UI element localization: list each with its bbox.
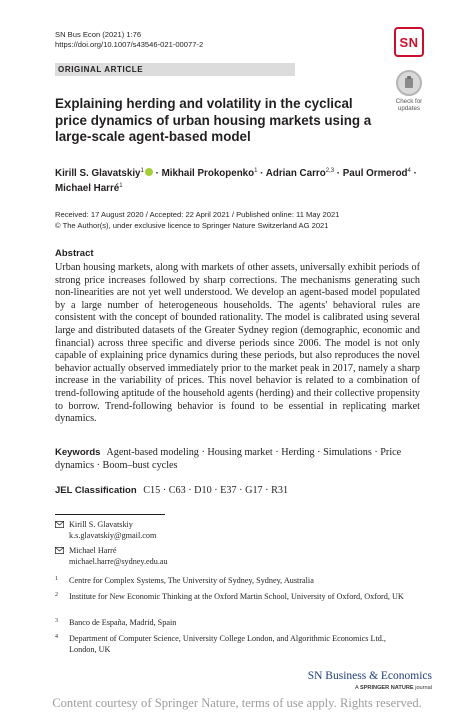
affiliation-text: Department of Computer Science, University College London, and Algorithmic Economics Ltd., London, UK [69, 634, 386, 654]
affiliation-number: 1 [55, 576, 58, 582]
contact-email[interactable]: k.s.glavatskiy@gmail.com [69, 530, 157, 540]
check-for-updates-button[interactable] [386, 70, 432, 112]
keywords-text: Agent-based modeling · Housing market · Herding · Simulations · Price dynamics · Boom–bust cycles [55, 447, 402, 471]
jel-codes: C15 · C63 · D10 · E37 · G17 · R31 [143, 485, 289, 496]
footnote-divider [55, 514, 165, 515]
courtesy-notice: Content courtesy of Springer Nature, terms of use apply. Rights reserved. [52, 696, 422, 710]
author-affil-sup: 2,3 [325, 168, 335, 174]
contact-name: Kirill S. Glavatskiy [69, 520, 133, 529]
affiliation-text: Institute for New Economic Thinking at the Oxford Martin School, University of Oxford, Oxford, UK [69, 592, 404, 601]
envelope-icon [55, 547, 64, 554]
contact-email[interactable]: michael.harre@sydney.edu.au [69, 556, 168, 566]
affiliation-number: 2 [55, 592, 58, 598]
journal-volume: SN Bus Econ (2021) 1:76 [55, 30, 142, 39]
publisher-line [355, 685, 432, 691]
affiliation-text: Banco de España, Madrid, Spain [69, 618, 177, 627]
sn-logo-text: SN [399, 34, 419, 50]
doi-link[interactable]: https://doi.org/10.1007/s43546-021-00077-2 [55, 40, 204, 49]
contact-name: Michael Harré [69, 546, 117, 555]
publisher-name: SPRINGER NATURE [359, 685, 414, 691]
author-name[interactable]: Michael Harré [55, 183, 120, 194]
article-type: ORIGINAL ARTICLE [58, 65, 144, 74]
keywords-label: Keywords [55, 447, 101, 458]
author-name[interactable]: Kirill S. Glavatskiy [55, 168, 141, 179]
author-affil-sup: 1 [254, 168, 258, 174]
check-updates-icon [396, 70, 422, 96]
contact-entry [55, 520, 355, 541]
affiliation [55, 576, 405, 587]
affiliation-number: 4 [55, 634, 58, 640]
check-updates-line2: updates [397, 105, 421, 112]
keywords-section [55, 447, 420, 472]
author-affil-sup: 4 [407, 168, 411, 174]
author-list: Kirill S. Glavatskiy$^1$ · Mikhail Prokopenko$^1$ · Adrian Carro$^{2,3}$ · Paul Ormerod$^4$ · Michael Harré$^1$ [55, 168, 417, 194]
author-name[interactable]: Adrian Carro [265, 168, 326, 179]
author-affil-sup: 1 [140, 168, 144, 174]
affiliation [55, 634, 405, 655]
check-updates-line1: Check for [395, 98, 423, 105]
envelope-icon [55, 521, 64, 528]
affiliation-text: Centre for Complex Systems, The University of Sydney, Sydney, Australia [69, 576, 314, 585]
author-name[interactable]: Mikhail Prokopenko [161, 168, 255, 179]
contact-entry [55, 546, 355, 567]
orcid-icon[interactable] [145, 168, 153, 176]
copyright-line: © The Author(s), under exclusive licence to Springer Nature Switzerland AG 2021 [55, 220, 329, 230]
abstract-heading: Abstract [55, 248, 94, 259]
sn-logo [394, 27, 424, 57]
affiliation-number: 3 [55, 618, 58, 624]
journal-name: SN Business & Economics [307, 670, 432, 682]
jel-label: JEL Classification [55, 485, 137, 496]
abstract-body: Urban housing markets, along with markets of other assets, universally exhibit periods of strong price increases followed by sharp corrections. The mechanisms generating such non-linearities are not yet well understood. We develop an agent-based model populated by a large number of heterogeneous households. The agents' behavioral rules are consistent with the concept of bounded rationality. The model is calibrated using several large and distributed datasets of the Greater Sydney region (demographic, economic and financial) across three specific and diverse periods since 2006. The model is not only capable of explaining price dynamics during these periods, but also reproduces the novel behavior actually observed immediately prior to the market peak in 2017, namely a sharp increase in the variability of prices. This novel behavior is related to a combination of trend-following aptitude of the household agents (herding) and their collective propensity to borrow. Trend-following behavior is found to be essential in replicating market dynamics. [55, 262, 420, 425]
paper-title: Explaining herding and volatility in the cyclical price dynamics of urban housing markets using a large-scale agent-based model [55, 96, 372, 144]
jel-section [55, 485, 420, 498]
author-name[interactable]: Paul Ormerod [342, 168, 408, 179]
publication-dates [55, 210, 435, 231]
journal-header [55, 30, 203, 50]
affiliation [55, 592, 405, 603]
affiliation [55, 618, 405, 629]
author-affil-sup: 1 [119, 183, 123, 189]
dates-line: Received: 17 August 2020 / Accepted: 22 April 2021 / Published online: 11 May 2021 [55, 210, 340, 219]
publisher-suffix: journal [415, 685, 432, 691]
publisher-prefix: A [354, 685, 359, 691]
